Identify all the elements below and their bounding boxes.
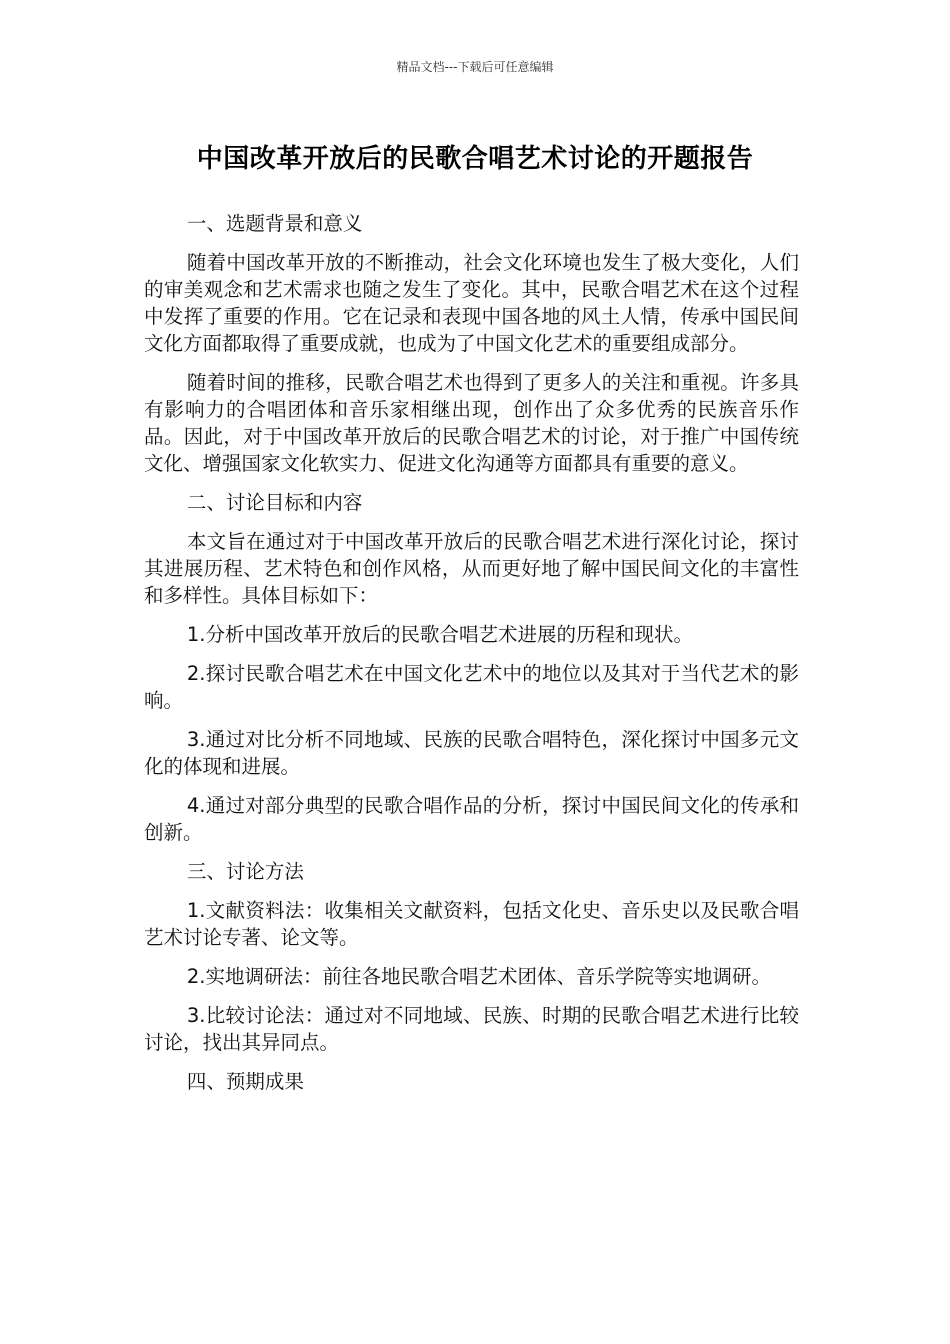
section-heading-goals: 二、讨论目标和内容 — [186, 491, 363, 514]
list-item-goal-2: 2.探讨民歌合唱艺术在中国文化艺术中的地位以及其对于当代艺术的影响。 — [144, 662, 799, 712]
paragraph-goals-intro: 本文旨在通过对于中国改革开放后的民歌合唱艺术进行深化讨论，探讨其进展历程、艺术特色和创作风格，从而更好地了解中国民间文化的丰富性和多样性。具体目标如下： — [144, 530, 799, 607]
paragraph-background-1: 随着中国改革开放的不断推动，社会文化环境也发生了极大变化，人们的审美观念和艺术需求也随之发生了变化。其中，民歌合唱艺术在这个过程中发挥了重要的作用。它在记录和表现中国各地的风土人情，传承中国民间文化方面都取得了重要成就，也成为了中国文化艺术的重要组成部分。 — [144, 251, 799, 355]
list-item-goal-1: 1.分析中国改革开放后的民歌合唱艺术进展的历程和现状。 — [186, 623, 693, 646]
document-title: 中国改革开放后的民歌合唱艺术讨论的开题报告 — [196, 144, 754, 174]
paragraph-background-2: 随着时间的推移，民歌合唱艺术也得到了更多人的关注和重视。许多具有影响力的合唱团体和音乐家相继出现，创作出了众多优秀的民族音乐作品。因此，对于中国改革开放后的民歌合唱艺术的讨论，对于推广中国传统文化、增强国家文化软实力、促进文化沟通等方面都具有重要的意义。 — [144, 371, 799, 475]
page-header-note: 精品文档---下载后可任意编辑 — [396, 60, 554, 74]
section-heading-background: 一、选题背景和意义 — [186, 212, 363, 235]
document-body — [144, 210, 799, 1107]
list-item-method-3: 3.比较讨论法：通过对不同地域、民族、时期的民歌合唱艺术进行比较讨论，找出其异同点。 — [144, 1004, 799, 1054]
list-item-goal-3: 3.通过对比分析不同地域、民族的民歌合唱特色，深化探讨中国多元文化的体现和进展。 — [144, 728, 799, 778]
section-heading-methods: 三、讨论方法 — [186, 860, 304, 883]
section-heading-outcomes: 四、预期成果 — [186, 1070, 304, 1093]
list-item-goal-4: 4.通过对部分典型的民歌合唱作品的分析，探讨中国民间文化的传承和创新。 — [144, 794, 799, 844]
list-item-method-2: 2.实地调研法：前往各地民歌合唱艺术团体、音乐学院等实地调研。 — [186, 965, 771, 988]
list-item-method-1: 1.文献资料法：收集相关文献资料，包括文化史、音乐史以及民歌合唱艺术讨论专著、论文等。 — [144, 899, 799, 949]
